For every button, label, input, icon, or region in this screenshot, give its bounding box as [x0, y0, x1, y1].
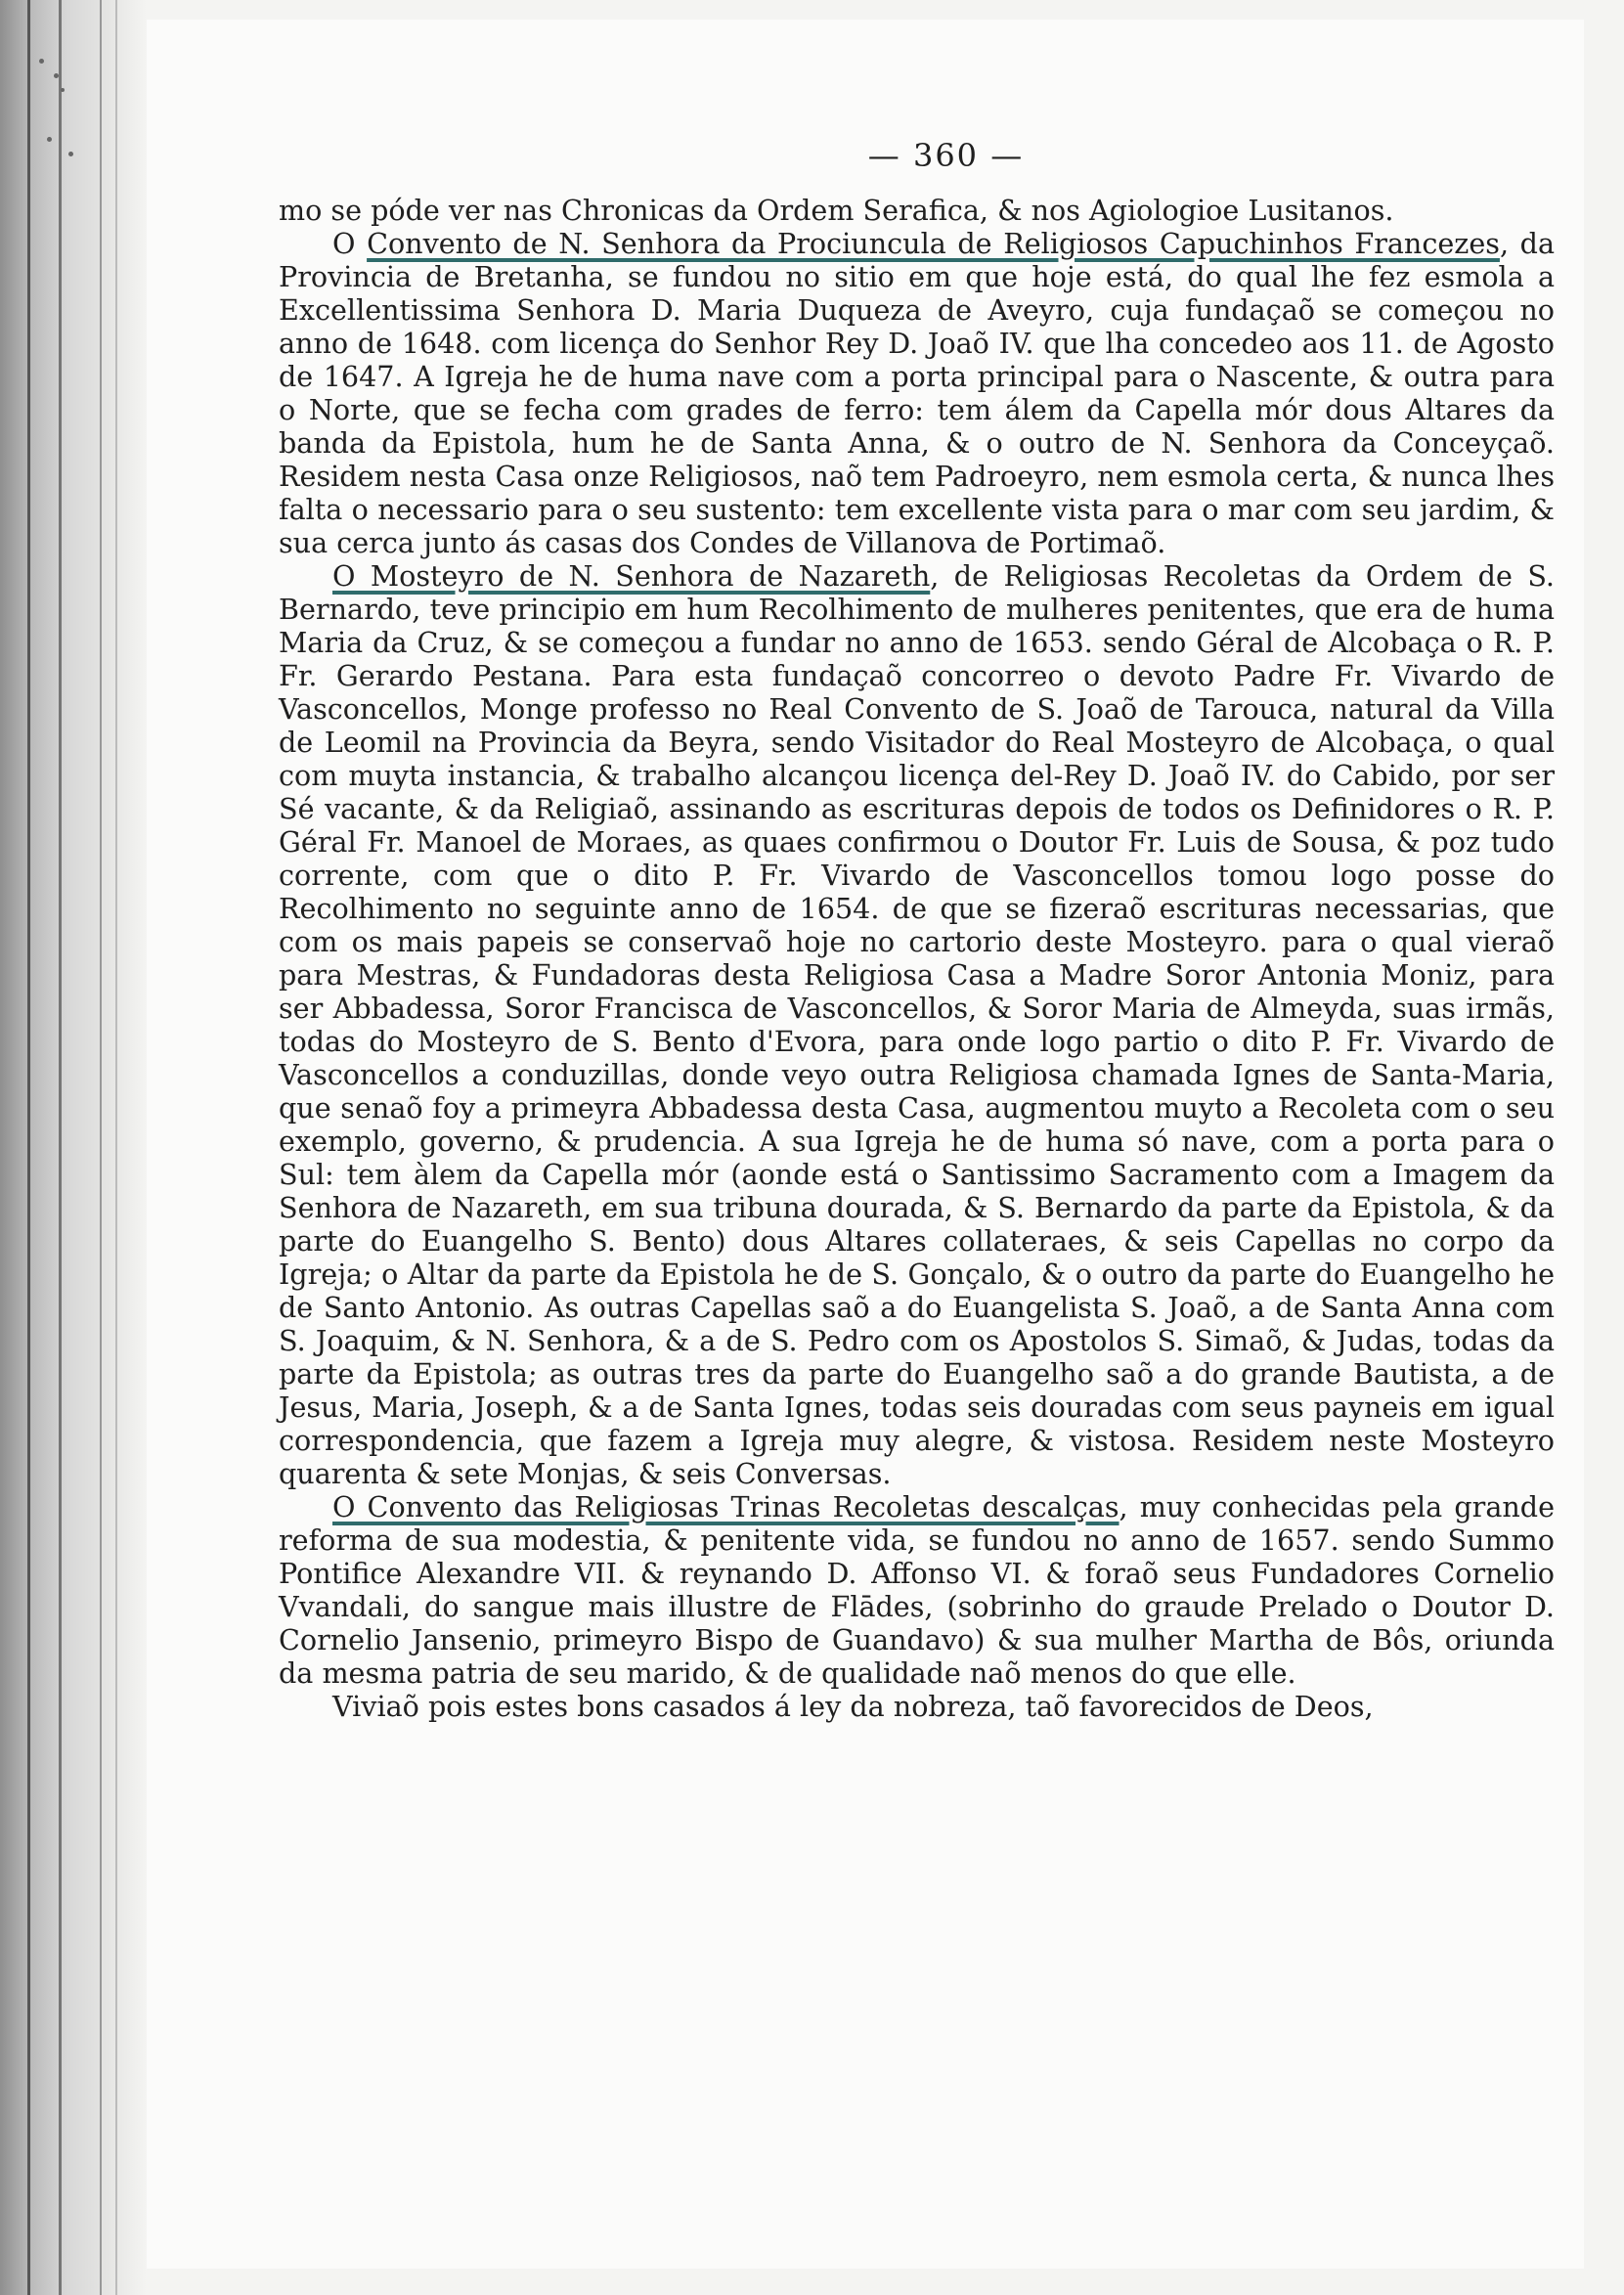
binding-stripe	[27, 0, 30, 2295]
paragraph-text: Viviaõ pois estes bons casados á ley da nobreza, taõ favorecidos de Deos,	[332, 1690, 1374, 1723]
paragraph-final-line	[279, 1690, 1555, 1723]
binding-stripe	[59, 0, 62, 2295]
paragraph-mosteyro-nazareth	[279, 559, 1555, 1490]
paragraph-text: mo se póde ver nas Chronicas da Ordem Serafica, & nos Agiologioe Lusitanos.	[279, 194, 1394, 227]
paragraph-lead: O	[332, 227, 368, 260]
paragraph-text: , muy conhecidas pela grande reforma de sua modestia, & penitente vida, se fundou no anno de 1657. sendo Summo Pontifice Alexandre VII. & reynando D. Affonso VI. & foraõ seus Fundadores Cornelio Vvandali, do sangue mais illustre de Flādes, (sobrinho do graude Prelado o Doutor D. Cornelio Jansenio, primeyro Bispo de Guandavo) & sua mulher Martha de Bôs, oriunda da mesma patria de seu marido, & de qualidade naõ menos do que elle.	[279, 1490, 1556, 1690]
highlighted-heading: Convento de N. Senhora da Prociuncula de Religiosos Capuchinhos Francezes	[367, 227, 1500, 260]
paragraph-text: , de Religiosas Recoletas da Ordem de S. Bernardo, teve principio em hum Recolhimento de mulheres penitentes, que era de huma Maria da Cruz, & se começou a fundar no anno de 1653. sendo Géral de Alcobaça o R. P. Fr. Gerardo Pestana. Para esta fundaçaõ concorreo o devoto Padre Fr. Vivardo de Vasconcellos, Monge professo no Real Convento de S. Joaõ de Tarouca, natural da Villa de Leomil na Provincia da Beyra, sendo Visitador do Real Mosteyro de Alcobaça, o qual com muyta instancia, & trabalho alcançou licença del-Rey D. Joaõ IV. do Cabido, por ser Sé vacante, & da Religiaõ, assinando as escrituras depois de todos os Definidores o R. P. Géral Fr. Manoel de Moraes, as quaes confirmou o Doutor Fr. Luis de Sousa, & poz tudo corrente, com que o dito P. Fr. Vivardo de Vasconcellos tomou logo posse do Recolhimento no seguinte anno de 1654. de que se fizeraõ escrituras necessarias, que com os mais papeis se conservaõ hoje no cartorio deste Mosteyro. para o qual vieraõ para Mestras, & Fundadoras desta Religiosa Casa a Madre Soror Antonia Moniz, para ser Abbadessa, Soror Francisca de Vasconcellos, & Soror Maria de Almeyda, suas irmãs, todas do Mosteyro de S. Bento d'Evora, para onde logo partio o dito P. Fr. Vivardo de Vasconcellos a conduzillas, donde veyo outra Religiosa chamada Ignes de Santa-Maria, que senaõ foy a primeyra Abbadessa desta Casa, augmentou muyto a Recoleta com o seu exemplo, governo, & prudencia. A sua Igreja he de huma só nave, com a porta para o Sul: tem àlem da Capella mór (aonde está o Santissimo Sacramento com a Imagem da Senhora de Nazareth, em sua tribuna dourada, & S. Bernardo da parte da Epistola, & da parte do Euangelho S. Bento) dous Altares collateraes, & seis Capellas no corpo da Igreja; o Altar da parte da Epistola he de S. Gonçalo, & o outro da parte do Euangelho he de Santo Antonio. As outras Capellas saõ a do Euangelista S. Joaõ, a de Santa Anna com S. Joaquim, & N. Senhora, & a de S. Pedro com os Apostolos S. Simaõ, & Judas, todas da parte da Epistola; as outras tres da parte do Euangelho saõ a do grande Bautista, a de Jesus, Maria, Joseph, & a de Santa Ignes, todas seis douradas com seus payneis em igual correspondencia, que fazem a Igreja muy alegre, & vistosa. Residem neste Mosteyro quarenta & sete Monjas, & seis Conversas.	[279, 559, 1555, 1490]
page-content	[279, 137, 1555, 1723]
paragraph-convento-prociuncula	[279, 227, 1555, 559]
body-text	[279, 194, 1555, 1723]
highlighted-heading: O Mosteyro de N. Senhora de Nazareth	[332, 559, 931, 593]
page-blank-area	[279, 1936, 1550, 2229]
paragraph-continuation	[279, 194, 1555, 227]
page-number: — 360 —	[867, 137, 1025, 174]
binding-stripe	[115, 0, 117, 2295]
highlighted-heading: O Convento das Religiosas Trinas Recoletas descalças	[332, 1490, 1119, 1523]
paragraph-text: , da Provincia de Bretanha, se fundou no sitio em que hoje está, do qual lhe fez esmola a Excellentissima Senhora D. Maria Duqueza de Aveyro, cuja fundaçaõ se começou no anno de 1648. com licença do Senhor Rey D. Joaõ IV. que lha concedeo aos 11. de Agosto de 1647. A Igreja he de huma nave com a porta principal para o Nascente, & outra para o Norte, que se fecha com grades de ferro: tem álem da Capella mór dous Altares da banda da Epistola, hum he de Santa Anna, & o outro de N. Senhora da Conceyçaõ. Residem nesta Casa onze Religiosos, naõ tem Padroeyro, nem esmola certa, & nunca lhes falta o necessario para o seu sustento: tem excellente vista para o mar com seu jardim, & sua cerca junto ás casas dos Condes de Villanova de Portimaõ.	[279, 227, 1556, 559]
book-binding-edge	[0, 0, 147, 2295]
binding-stripe	[100, 0, 102, 2295]
paragraph-convento-trinas	[279, 1490, 1555, 1690]
